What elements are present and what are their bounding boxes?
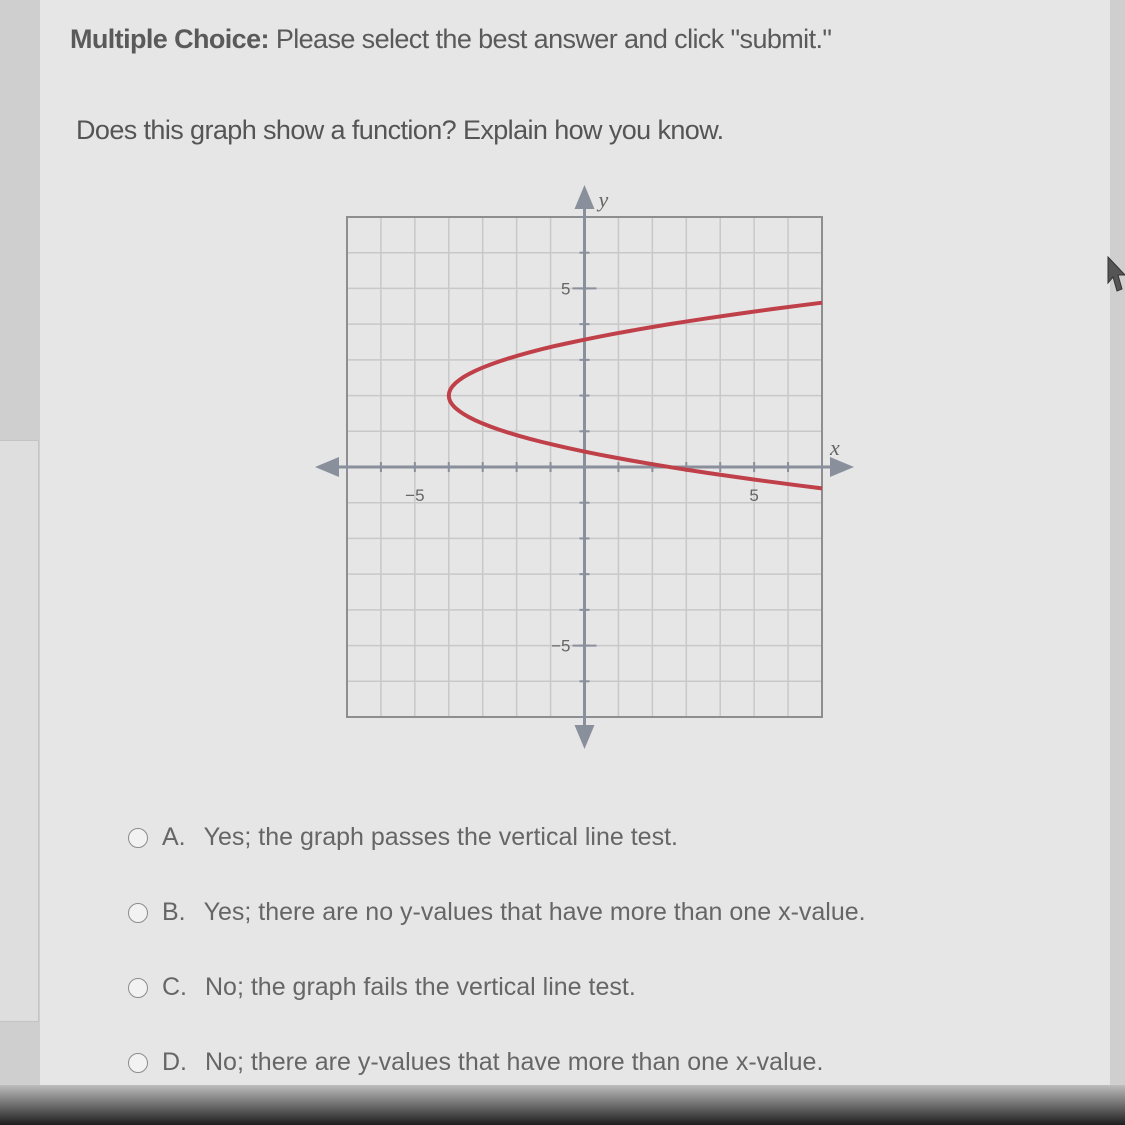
y-axis-arrow-up-icon xyxy=(575,185,595,209)
question-type-label: Multiple Choice: xyxy=(70,24,269,54)
y-axis-label: y xyxy=(598,187,609,212)
x-tick-label-5: 5 xyxy=(749,486,759,505)
x-tick-label-neg5: −5 xyxy=(405,486,425,505)
x-axis-arrow-left-icon xyxy=(315,457,339,477)
radio-button-b[interactable] xyxy=(128,903,148,923)
choice-text: Yes; there are no y-values that have more than one x-value. xyxy=(203,898,866,926)
screen-bezel xyxy=(0,1085,1125,1125)
graph-axes xyxy=(315,185,854,749)
choice-a[interactable] xyxy=(128,800,1028,875)
radio-button-d[interactable] xyxy=(128,1053,148,1073)
y-tick-label-5: 5 xyxy=(561,279,571,299)
choice-c[interactable] xyxy=(128,950,1028,1025)
x-axis-arrow-right-icon xyxy=(830,457,854,477)
radio-button-c[interactable] xyxy=(128,978,148,998)
choice-text: No; the graph fails the vertical line test. xyxy=(205,973,636,1001)
mouse-cursor-icon xyxy=(1100,255,1125,300)
choice-letter: C. xyxy=(162,973,187,1001)
answer-choices xyxy=(128,800,1028,1100)
choice-letter: A. xyxy=(162,823,186,851)
y-axis-arrow-down-icon xyxy=(575,725,595,749)
coordinate-graph xyxy=(305,185,875,750)
instruction-text: Please select the best answer and click "submit." xyxy=(275,24,832,54)
choice-text: No; there are y-values that have more than one x-value. xyxy=(205,1048,824,1076)
instruction-header xyxy=(70,24,831,55)
choice-text: Yes; the graph passes the vertical line test. xyxy=(203,823,678,851)
choice-letter: D. xyxy=(162,1048,187,1076)
radio-button-a[interactable] xyxy=(128,828,148,848)
y-tick-label-neg5: −5 xyxy=(551,636,571,656)
left-panel-edge xyxy=(0,440,39,1022)
choice-b[interactable] xyxy=(128,875,1028,950)
x-axis-label: x xyxy=(830,435,840,460)
question-text: Does this graph show a function? Explain how you know. xyxy=(76,115,724,145)
choice-letter: B. xyxy=(162,898,186,926)
